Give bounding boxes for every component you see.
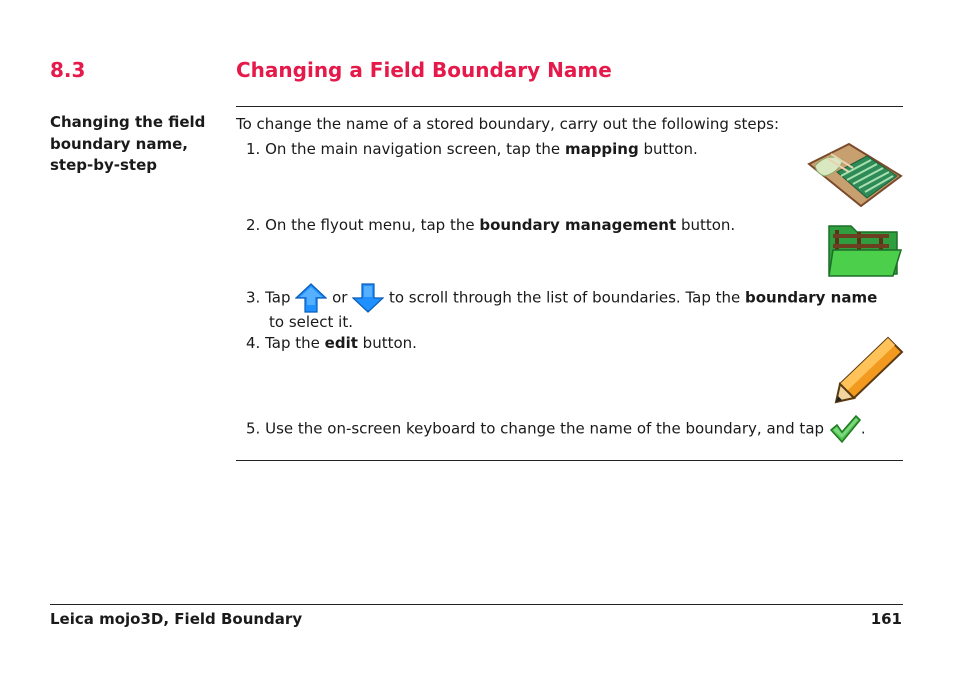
step-text: to scroll through the list of boundaries. Tap the <box>388 288 741 307</box>
step-number: 2. <box>246 216 261 234</box>
step-bold-term: boundary name <box>745 288 878 307</box>
side-heading: Changing the field boundary name, step-by-step <box>50 113 206 174</box>
footer-divider <box>50 604 903 605</box>
step-3-continuation: to select it. <box>269 313 353 331</box>
arrow-up-icon <box>295 283 327 313</box>
section-number: 8.3 <box>50 58 86 82</box>
step-bold-term: edit <box>324 334 358 352</box>
step-text: . <box>860 419 866 438</box>
step-number: 3. <box>246 288 261 307</box>
mapping-icon <box>807 142 903 208</box>
intro-text: To change the name of a stored boundary, carry out the following steps: <box>236 115 780 133</box>
step-5 <box>246 414 866 444</box>
boundary-management-folder-icon <box>827 220 903 278</box>
pencil-edit-icon <box>834 336 904 404</box>
step-3 <box>246 283 877 313</box>
bottom-divider <box>236 460 903 461</box>
section-title: Changing a Field Boundary Name <box>236 58 612 82</box>
step-text: button. <box>643 140 698 158</box>
step-bold-term: mapping <box>564 140 639 158</box>
step-2 <box>246 212 735 238</box>
step-bold-term: boundary management <box>479 216 677 234</box>
step-number: 4. <box>246 334 261 352</box>
page-number: 161 <box>870 610 902 628</box>
step-text: or <box>332 288 348 307</box>
top-divider <box>236 106 903 107</box>
step-4 <box>246 330 417 356</box>
step-text: On the flyout menu, tap the <box>265 216 475 234</box>
step-text: button. <box>362 334 417 352</box>
step-text: Use the on-screen keyboard to change the name of the boundary, and tap <box>265 419 825 438</box>
step-text: Tap the <box>265 334 320 352</box>
step-1 <box>246 136 698 162</box>
footer-title: Leica mojo3D, Field Boundary <box>50 610 303 628</box>
arrow-down-icon <box>352 283 384 313</box>
checkmark-icon <box>829 414 861 444</box>
step-number: 5. <box>246 419 261 438</box>
step-number: 1. <box>246 140 261 158</box>
step-text: button. <box>680 216 736 234</box>
step-text: On the main navigation screen, tap the <box>265 140 561 158</box>
step-text: Tap <box>265 288 291 307</box>
